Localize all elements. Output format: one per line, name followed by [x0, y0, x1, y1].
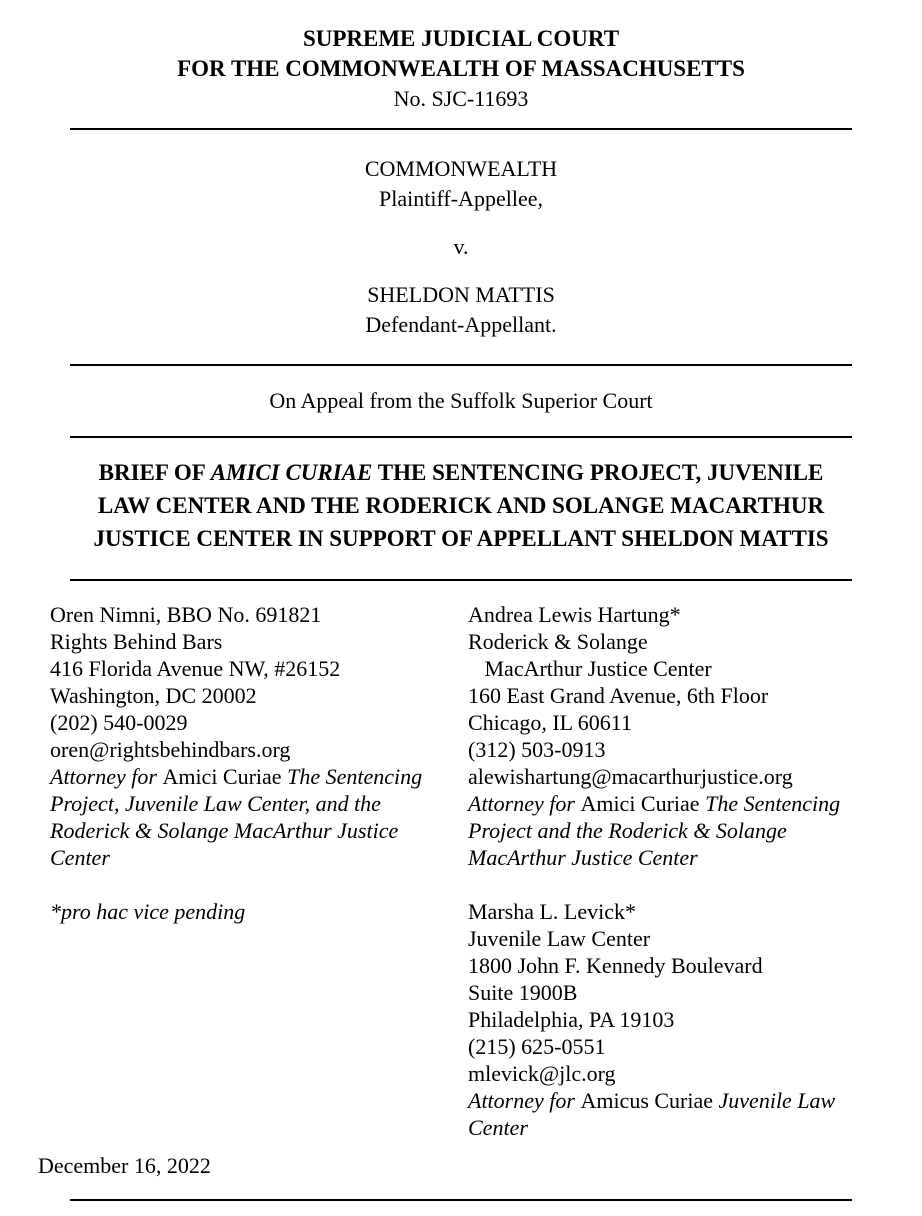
text-line: Andrea Lewis Hartung* [468, 602, 681, 627]
text-line: Chicago, IL 60611 [468, 710, 632, 735]
filing-date: December 16, 2022 [38, 1153, 211, 1178]
court-name-line-2: FOR THE COMMONWEALTH OF MASSACHUSETTS [177, 56, 745, 81]
court-header [0, 24, 922, 114]
text-line: LAW CENTER AND THE RODERICK AND SOLANGE MACARTHUR [97, 493, 825, 518]
text-line: Attorney for Amici Curiae The Sentencing [50, 764, 423, 789]
text-line: MacArthur Justice Center [468, 656, 712, 681]
text-line: Project, Juvenile Law Center, and the [50, 791, 381, 816]
text-line: Center [468, 1115, 528, 1140]
text-line: Roderick & Solange MacArthur Justice [50, 818, 399, 843]
text-line: Center [50, 845, 110, 870]
text-line: alewishartung@macarthurjustice.org [468, 764, 793, 789]
text-line: Juvenile Law Center [468, 926, 651, 951]
text-line: MacArthur Justice Center [468, 845, 698, 870]
case-caption [0, 154, 922, 340]
text-line: mlevick@jlc.org [468, 1061, 616, 1086]
text-line: Roderick & Solange [468, 629, 648, 654]
court-name-line-1: SUPREME JUDICIAL COURT [302, 26, 620, 51]
text-line: 1800 John F. Kennedy Boulevard [468, 953, 763, 978]
text-line: (312) 503-0913 [468, 737, 606, 762]
text-line: Attorney for Amicus Curiae Juvenile Law [468, 1088, 836, 1113]
text-line: (202) 540-0029 [50, 710, 188, 735]
text-line: Philadelphia, PA 19103 [468, 1007, 675, 1032]
text-line: (215) 625-0551 [468, 1034, 606, 1059]
text-line: *pro hac vice pending [50, 899, 246, 924]
defendant-role: Defendant-Appellant. [365, 312, 557, 337]
horizontal-rule [70, 436, 852, 438]
plaintiff-role: Plaintiff-Appellee, [379, 186, 543, 211]
counsel-block [0, 601, 922, 1141]
text-line: 416 Florida Avenue NW, #26152 [50, 656, 341, 681]
brief-title [46, 456, 876, 555]
text-line: Marsha L. Levick* [468, 899, 636, 924]
text-line [468, 871, 886, 898]
text-line: Project and the Roderick & Solange [468, 818, 787, 843]
text-line [50, 871, 468, 898]
text-line: Rights Behind Bars [50, 629, 223, 654]
counsel-column-right [468, 601, 886, 1141]
text-line: oren@rightsbehindbars.org [50, 737, 291, 762]
versus-label: v. [453, 234, 469, 259]
text-line: Suite 1900B [468, 980, 578, 1005]
plaintiff-name: COMMONWEALTH [364, 156, 558, 181]
horizontal-rule [70, 364, 852, 366]
appeal-source-line: On Appeal from the Suffolk Superior Court [269, 388, 653, 413]
text-line: Oren Nimni, BBO No. 691821 [50, 602, 322, 627]
horizontal-rule [70, 128, 852, 130]
horizontal-rule [70, 1199, 852, 1201]
docket-number: No. SJC-11693 [393, 86, 529, 111]
text-line: BRIEF OF AMICI CURIAE THE SENTENCING PROJECT, JUVENILE [98, 460, 824, 485]
defendant-name: SHELDON MATTIS [367, 282, 555, 307]
horizontal-rule [70, 579, 852, 581]
text-line: Attorney for Amici Curiae The Sentencing [468, 791, 841, 816]
text-line: 160 East Grand Avenue, 6th Floor [468, 683, 769, 708]
counsel-column-left [50, 601, 468, 1141]
text-line: JUSTICE CENTER IN SUPPORT OF APPELLANT SHELDON MATTIS [93, 526, 829, 551]
text-line: Washington, DC 20002 [50, 683, 257, 708]
